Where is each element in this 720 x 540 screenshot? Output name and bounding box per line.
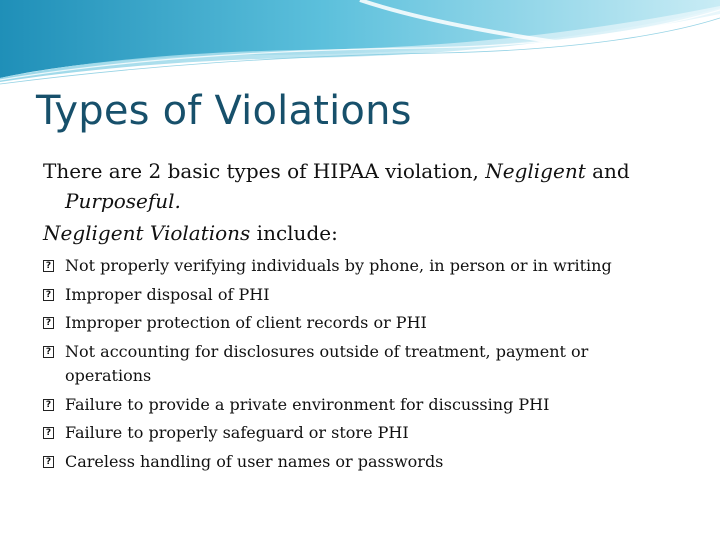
missing-glyph-box-icon: ? [43, 317, 54, 329]
list-item-text: Not accounting for disclosures outside of treatment, payment or operations [65, 342, 589, 386]
slide-title: Types of Violations [36, 88, 412, 134]
list-item [43, 254, 673, 278]
list-item [43, 311, 673, 335]
missing-glyph-box-icon: ? [43, 346, 54, 358]
list-item [43, 283, 673, 307]
missing-glyph-box-icon: ? [43, 427, 54, 439]
intro-type-purposeful: Purposeful. [65, 189, 181, 213]
intro-type-negligent: Negligent [485, 159, 586, 183]
slide-body [43, 156, 673, 479]
intro-connector: and [585, 159, 630, 183]
subhead-suffix: include: [250, 221, 338, 245]
list-item-text: Not properly verifying individuals by phone, in person or in writing [65, 256, 612, 275]
missing-glyph-box-icon: ? [43, 456, 54, 468]
list-item-text: Improper disposal of PHI [65, 284, 270, 304]
list-item-text: Failure to provide a private environment for discussing PHI [65, 394, 550, 414]
header-wave-decoration [0, 0, 720, 90]
list-item-text: Failure to properly safeguard or store PHI [65, 423, 409, 443]
intro-lead: There are 2 basic types of HIPAA violation, [43, 159, 486, 183]
missing-glyph-box-icon: ? [43, 260, 54, 272]
list-item [43, 393, 673, 417]
violation-bullet-list [43, 254, 673, 474]
subhead-paragraph [43, 218, 673, 248]
subhead-label: Negligent Violations [43, 221, 251, 245]
list-item-text: Careless handling of user names or passwords [65, 452, 444, 472]
missing-glyph-box-icon: ? [43, 399, 54, 411]
intro-paragraph [43, 156, 673, 216]
list-item [43, 340, 673, 388]
list-item [43, 421, 673, 445]
missing-glyph-box-icon: ? [43, 289, 54, 301]
list-item [43, 450, 673, 474]
list-item-text: Improper protection of client records or PHI [65, 313, 427, 333]
